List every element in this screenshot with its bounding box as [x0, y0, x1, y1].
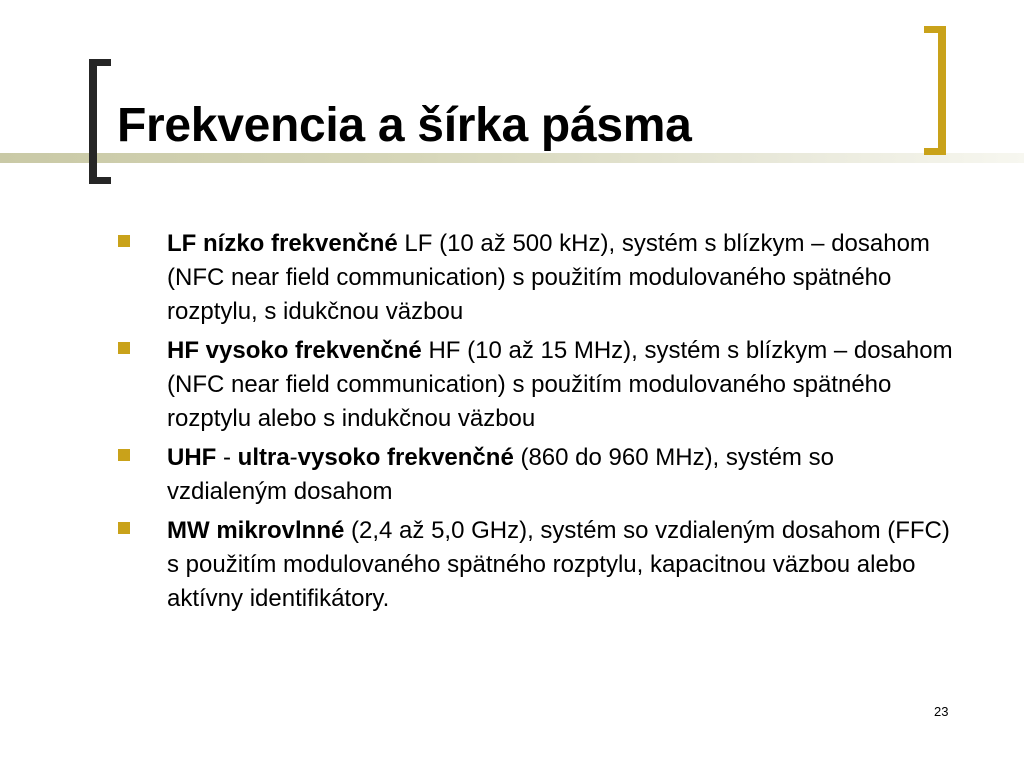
- bullet-separator: -: [216, 444, 238, 471]
- bullet-list: [118, 227, 958, 621]
- bullet-mw: [118, 514, 958, 616]
- page-number: 23: [934, 704, 949, 719]
- bullet-separator: -: [289, 444, 298, 471]
- bullet-heading: MW mikrovlnné: [167, 517, 345, 544]
- bullet-heading-uhf: UHF: [167, 444, 217, 471]
- bullet-square-icon: [118, 522, 130, 534]
- slide-title: Frekvencia a šírka pásma: [117, 99, 692, 152]
- bullet-lf: [118, 227, 958, 329]
- bullet-text: HF (10 až 15 MHz), systém s blízkym – dosahom (NFC near field communication) s použitím modulovaného spätného rozptylu alebo s indukčnou väzbou: [167, 337, 953, 432]
- bullet-text: (860 do 960 MHz), systém so vzdialeným dosahom: [167, 444, 834, 505]
- bullet-hf: [118, 334, 958, 436]
- bullet-square-icon: [118, 449, 130, 461]
- bullet-text: LF (10 až 500 kHz), systém s blízkym – dosahom (NFC near field communication) s použitím modulovaného spätného rozptylu, s idukčnou väzbou: [167, 230, 930, 325]
- bullet-square-icon: [118, 235, 130, 247]
- bullet-heading: LF nízko frekvenčné: [167, 230, 398, 257]
- bullet-text: (2,4 až 5,0 GHz), systém so vzdialeným dosahom (FFC) s použitím modulovaného spätného rozptylu, kapacitnou väzbou alebo aktívny identifikátory.: [167, 517, 950, 612]
- bullet-square-icon: [118, 342, 130, 354]
- left-bracket-decoration: [89, 59, 111, 184]
- bullet-heading: HF vysoko frekvenčné: [167, 337, 422, 364]
- bullet-uhf: [118, 441, 958, 509]
- bullet-heading-ultra: ultra: [237, 444, 290, 471]
- bullet-heading-vysoko: vysoko frekvenčné: [297, 444, 514, 471]
- right-bracket-decoration: [924, 26, 946, 155]
